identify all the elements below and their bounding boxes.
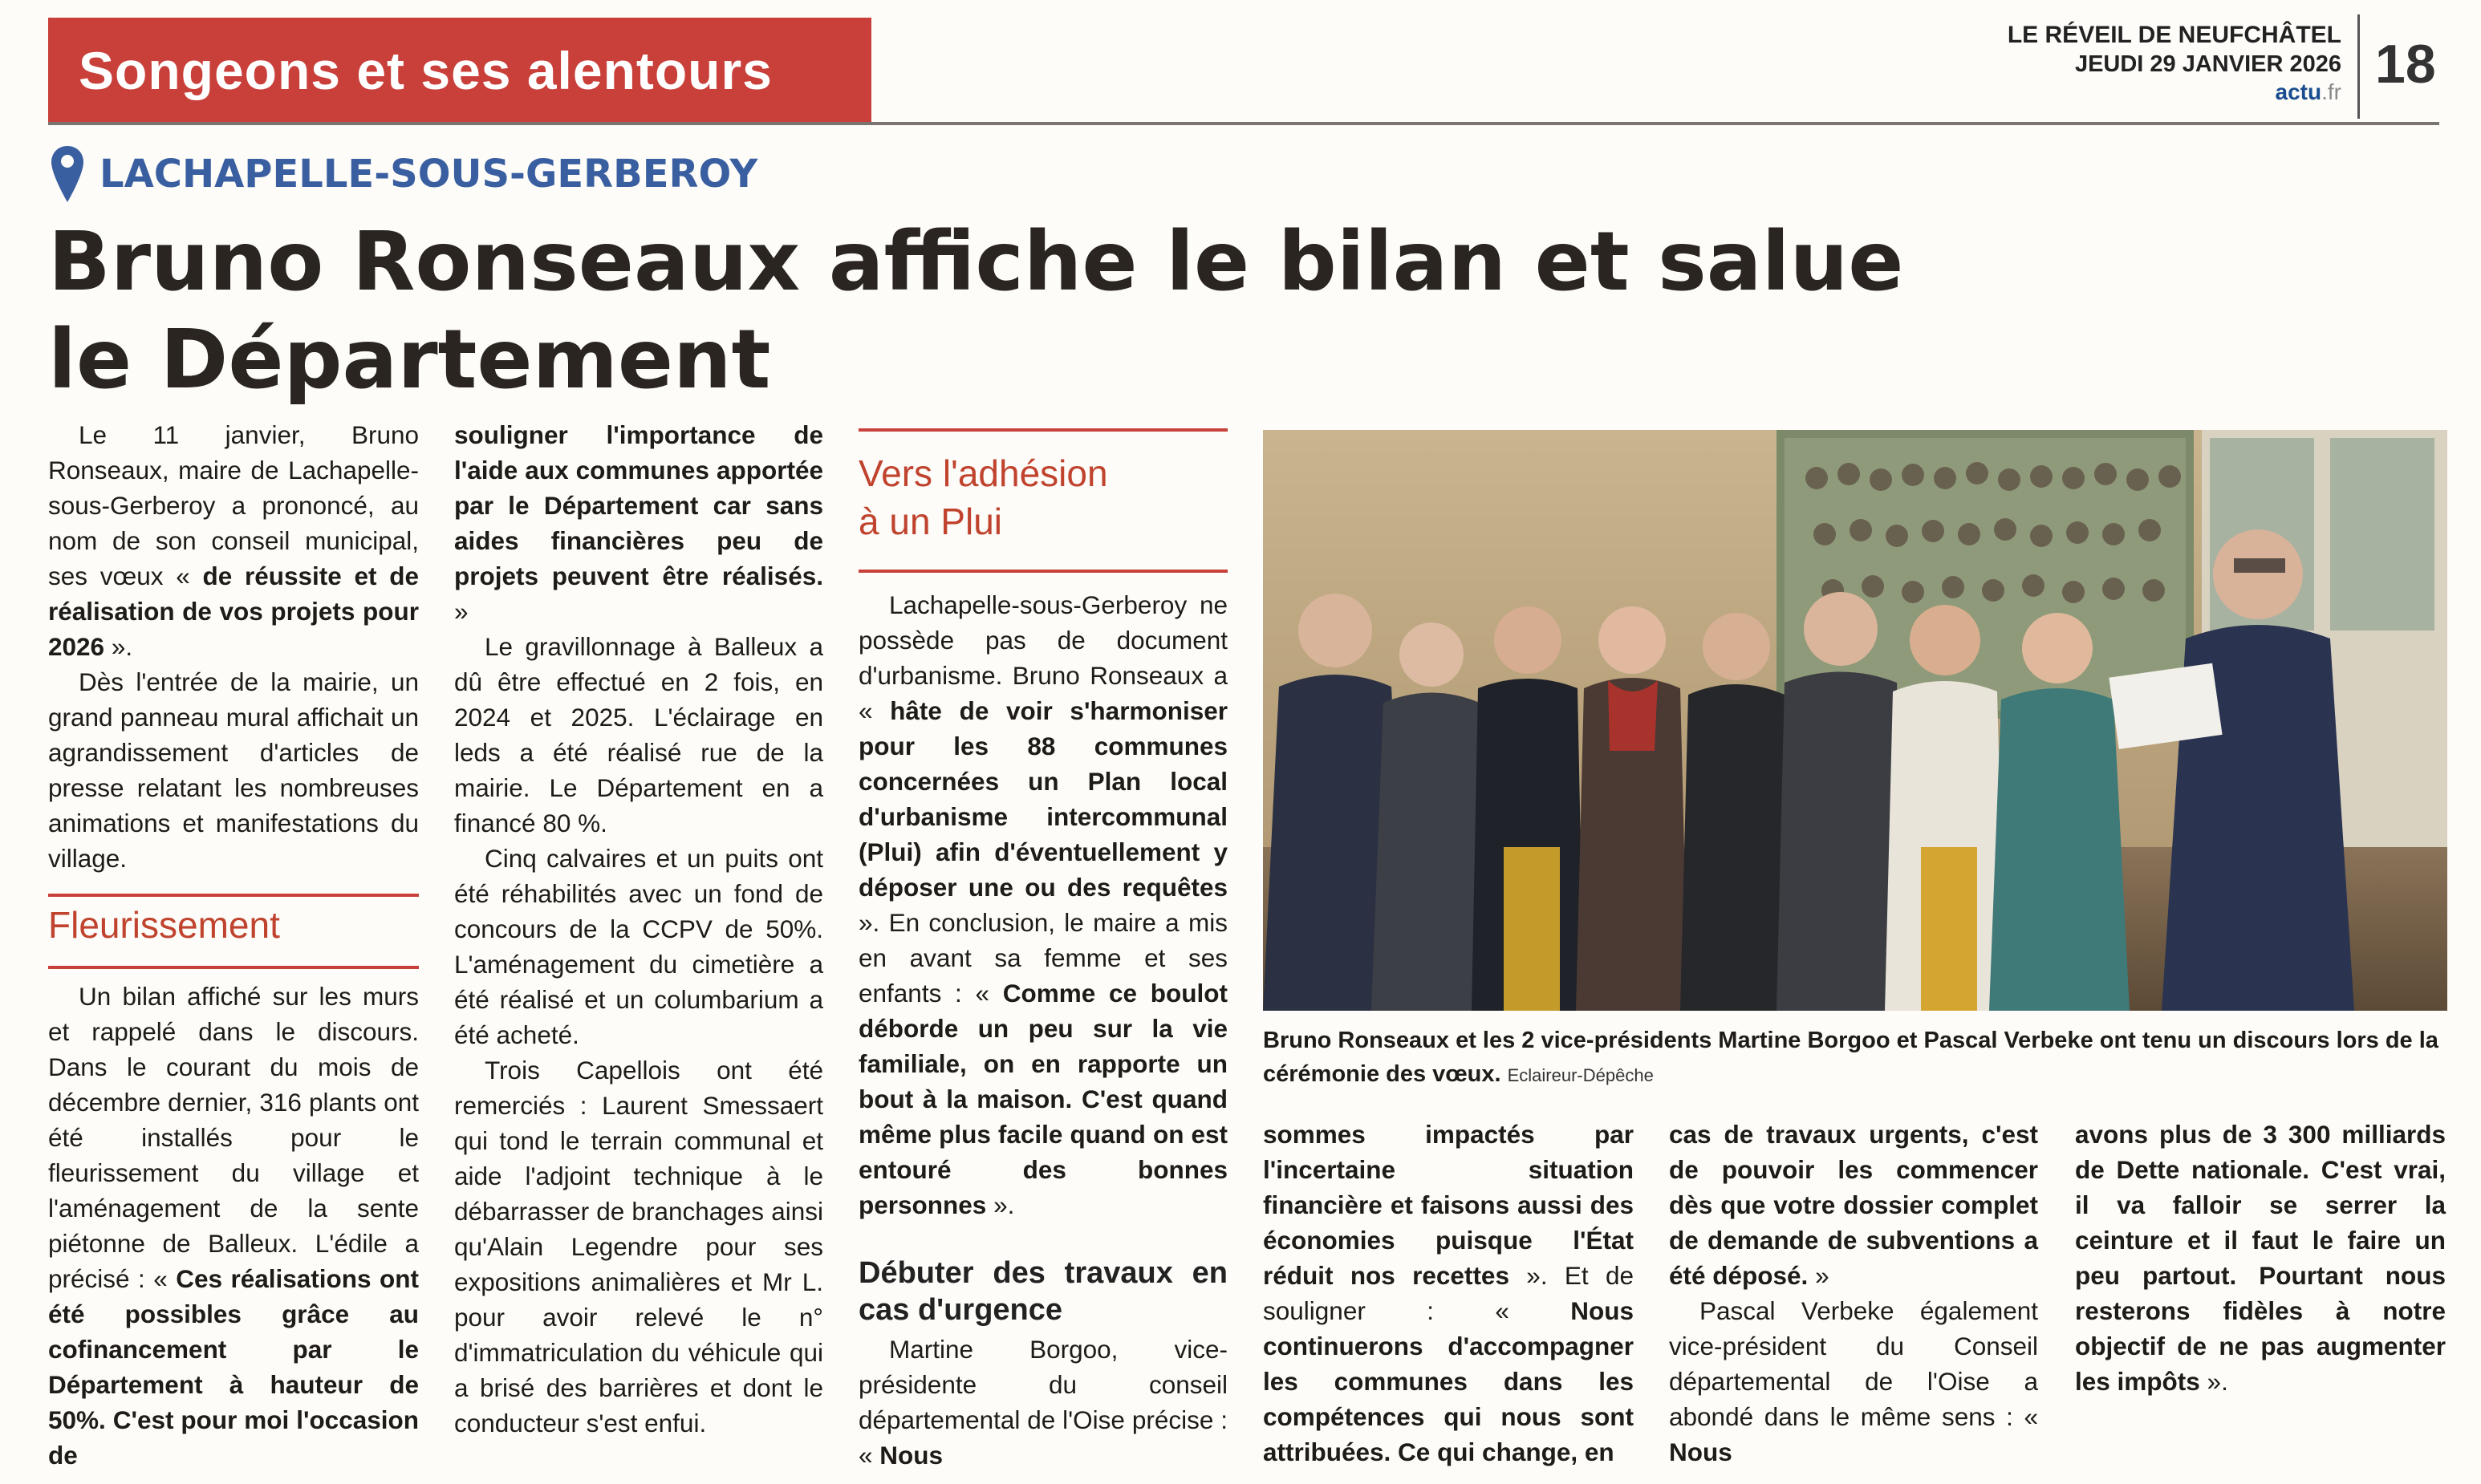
section-banner: Songeons et ses alentours [48,18,871,124]
article-column-3 [859,587,1228,1473]
text-run: » [454,597,469,626]
quote-bold: Comme ce boulot déborde un peu sur la vie familiale, on en rapporte un bout à la maison. C'est quand même plus facile quand on est entouré des bonnes personnes [859,979,1228,1219]
page-number: 18 [2375,34,2436,95]
quote-bold: sommes impactés par l'incertaine situation financière et faisons aussi des économies puisque l'État réduit nos recettes [1263,1120,1634,1290]
headline-line-1: Bruno Ronseaux affiche le bilan et salue [48,214,1904,310]
paragraph [48,979,419,1473]
article-headline [48,213,1974,409]
header-divider [48,122,2439,125]
paragraph: Dès l'entrée de la mairie, un grand panneau mural affichait un agrandissement d'articles de presse relatant les nombreuses animations et manifestations du village. [48,667,419,873]
photo-credit: Eclaireur-Dépêche [1507,1065,1654,1085]
text-run: ». [104,632,133,661]
article-column-2 [454,417,823,1441]
subhead-rule [48,966,419,969]
newspaper-name: LE RÉVEIL DE NEUFCHÂTEL [2007,22,2341,48]
quote-bold: Nous [879,1441,944,1470]
newspaper-info [1846,21,2341,106]
article-column-1 [48,417,419,1473]
subhead-rule [859,570,1228,573]
subhead-plui-line-1: Vers l'adhésion [859,452,1108,494]
map-pin-icon [50,144,85,204]
paragraph [859,587,1228,1222]
paragraph [859,1332,1228,1473]
subhead-rule [859,428,1228,432]
quote-bold: Nous continuerons d'accompagner les communes dans les compétences qui nous sont attribuées. Ce qui change, en [1263,1296,1634,1466]
paragraph: Cinq calvaires et un puits ont été réhabilités avec un fond de concours de la CCPV de 50%. L'aménagement du cimetière a été réalisé et un columbarium a été acheté. [454,844,823,1049]
article-location: LACHAPELLE-SOUS-GERBEROY [99,152,758,197]
website-link[interactable] [1846,79,2341,106]
caption-text: Bruno Ronseaux et les 2 vice-présidents Martine Borgoo et Pascal Verbeke ont tenu un discours lors de la cérémonie des vœux. [1263,1028,2438,1087]
text-run: Le 11 janvier, Bruno Ronseaux, maire de Lachapelle-sous-Gerberoy a prononcé, au nom de son conseil municipal, ses vœux « [48,420,419,590]
publication-date: JEUDI 29 JANVIER 2026 [2074,51,2341,77]
text-run: » [1808,1261,1829,1290]
subhead-plui-line-2: à un Plui [859,501,1003,542]
subhead-urgence: Débuter des travaux en cas d'urgence [859,1256,1228,1327]
quote-bold: Nous [1669,1437,1732,1466]
header-vertical-divider [2357,14,2360,119]
subhead-fleurissement: Fleurissement [48,904,280,946]
text-run: ». [2199,1367,2228,1396]
text-run: Pascal Verbeke également vice-président du Conseil départemental de l'Oise a abondé dans le même sens : « [1669,1296,2038,1431]
quote-bold: cas de travaux urgents, c'est de pouvoir les commencer dès que votre dossier complet de demande de subventions a été déposé. [1669,1120,2038,1290]
quote-bold: avons plus de 3 300 milliards de Dette nationale. C'est vrai, il va falloir se serrer la ceinture et il faut le faire un peu partout. Pourtant nous resterons fidèles à notre objectif de ne pas augmenter les impôts [2075,1120,2446,1396]
subhead-plui [859,449,1108,545]
paragraph [2075,1117,2446,1399]
text-run: ». Et de souligner : « [1263,1261,1634,1325]
article-column-5 [1669,1117,2038,1470]
paragraph [1669,1117,2038,1293]
article-photo [1263,430,2447,1011]
website-tld: .fr [2321,79,2341,104]
ceremony-photo-illustration [1263,430,2447,1011]
article-column-6 [2075,1117,2446,1399]
text-run: Un bilan affiché sur les murs et rappelé dans le discours. Dans le courant du mois de décembre dernier, 316 plants ont été installés pour le fleurissement du village et l'aménagement de la sente piétonne de Balleux. L'édile a précisé : « [48,982,419,1293]
headline-line-2: le Département [48,312,771,407]
website-name: actu [2275,79,2322,104]
quote-bold: Ces réalisations ont été possibles grâce au cofinancement par le Département à hauteur de 50%. C'est pour moi l'occasion de [48,1264,419,1470]
subhead-rule [48,894,419,897]
paragraph: Le gravillonnage à Balleux a dû être effectué en 2 fois, en 2024 et 2025. L'éclairage en leds a été réalisé rue de la mairie. Le Département en a financé 80 %. [454,632,823,837]
quote-bold: souligner l'importance de l'aide aux communes apportée par le Département car sans aides financières peu de projets peuvent être réalisés. [454,420,823,590]
text-run: ». [986,1190,1015,1219]
paragraph [454,417,823,629]
paragraph [1669,1293,2038,1470]
quote-bold: de réussite et de réalisation de vos projets pour 2026 [48,562,419,661]
paragraph [48,417,419,664]
quote-bold: hâte de voir s'harmoniser pour les 88 communes concernées un Plan local d'urbanisme intercommunal (Plui) afin d'éventuellement y déposer une ou des requêtes [859,696,1228,902]
text-run: ». En conclusion, le maire a mis en avant sa femme et ses enfants : « [859,908,1228,1008]
paragraph [1263,1117,1634,1470]
article-column-4 [1263,1117,1634,1470]
photo-caption [1263,1024,2447,1093]
text-run: Martine Borgoo, vice-présidente du conseil départemental de l'Oise précise : « [859,1335,1228,1470]
paragraph: Trois Capellois ont été remerciés : Laurent Smessaert qui tond le terrain communal et aide l'adjoint technique à le débarrasser de branchages ainsi qu'Alain Legendre pour ses expositions animalières et Mr L. pour avoir relevé le n° d'immatriculation du véhicule qui a brisé des barrières et dont le conducteur s'est enfui. [454,1056,823,1437]
text-run: Lachapelle-sous-Gerberoy ne possède pas de document d'urbanisme. Bruno Ronseaux a « [859,590,1228,725]
